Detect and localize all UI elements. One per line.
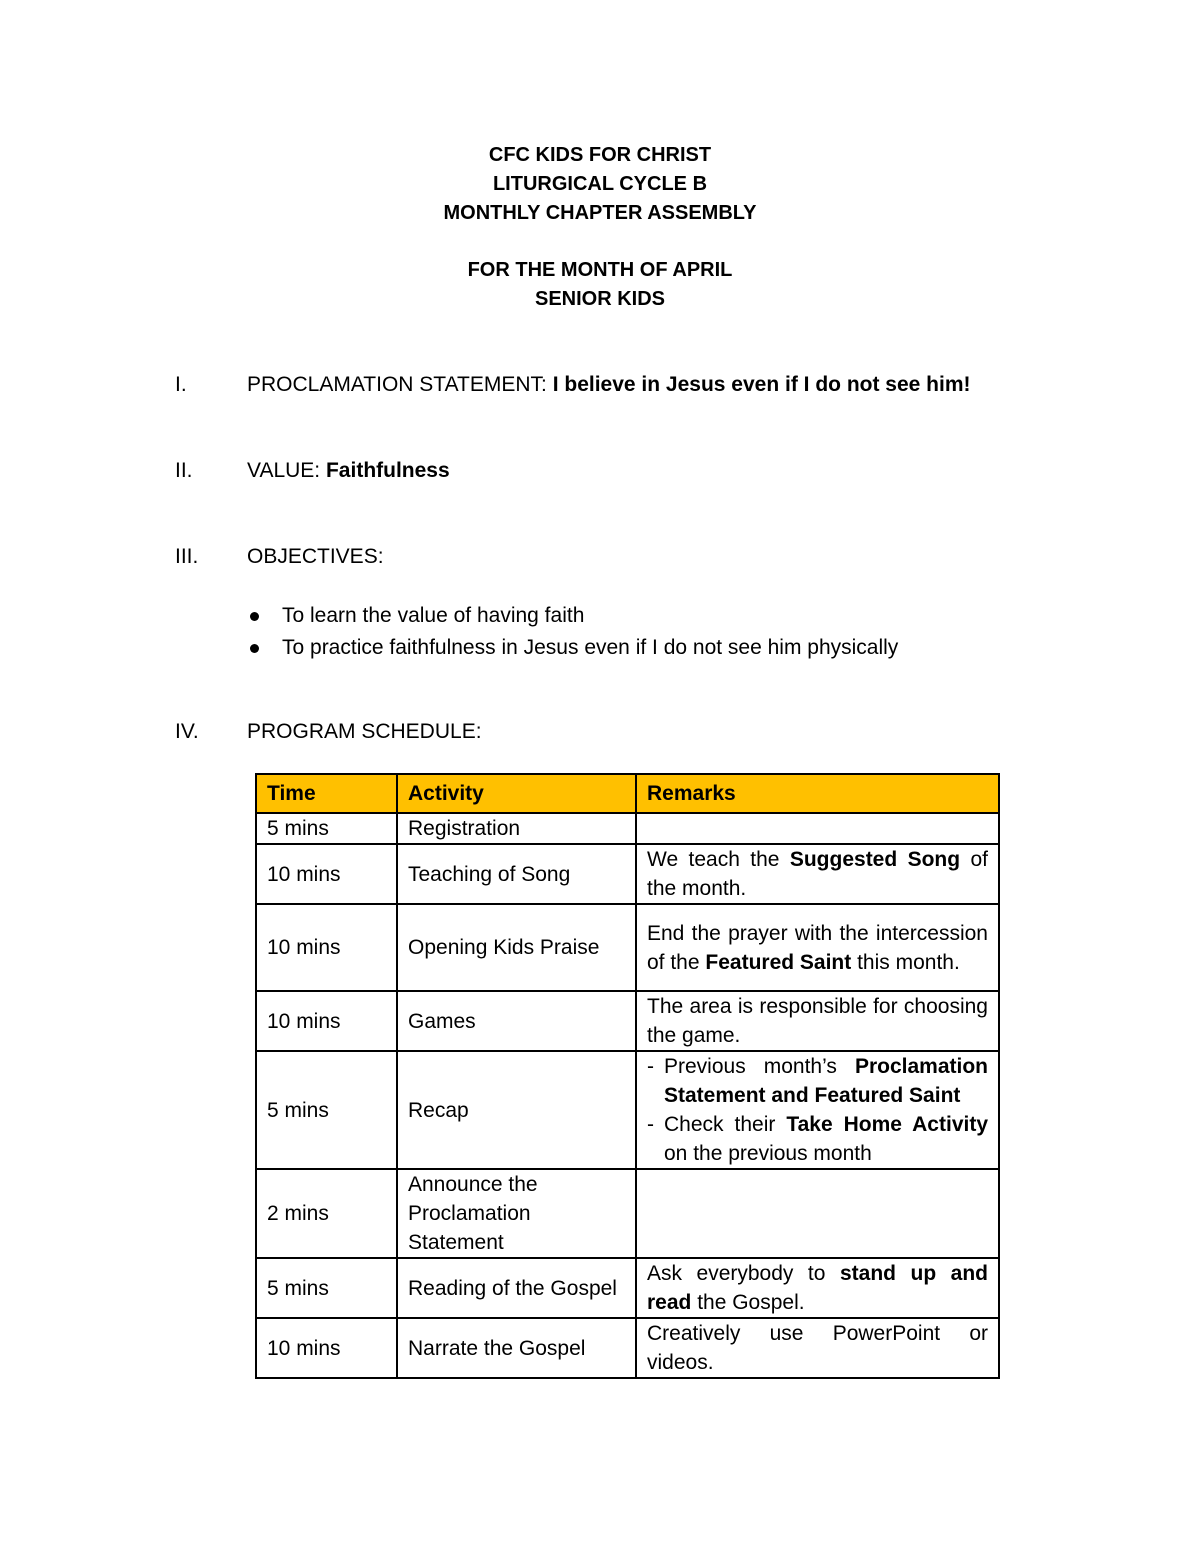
value-text: Faithfulness bbox=[325, 459, 450, 482]
column-header-time: Time bbox=[256, 774, 397, 813]
list-item: To practice faithfulness in Jesus even if I do not see him physically bbox=[245, 632, 1045, 664]
list-item: To learn the value of having faith bbox=[245, 600, 1045, 632]
section-schedule bbox=[175, 717, 1075, 747]
section-label: OBJECTIVES: bbox=[247, 545, 384, 568]
cell-activity: Recap bbox=[397, 1051, 636, 1169]
cell-time: 10 mins bbox=[256, 904, 397, 991]
cell-remarks bbox=[636, 813, 999, 844]
header-organization: CFC KIDS FOR CHRIST bbox=[488, 144, 712, 166]
cell-remarks: The area is responsible for choosing the game. bbox=[636, 991, 999, 1051]
column-header-remarks: Remarks bbox=[636, 774, 999, 813]
cell-activity: Reading of the Gospel bbox=[397, 1258, 636, 1318]
table-row bbox=[256, 844, 999, 904]
cell-time: 2 mins bbox=[256, 1169, 397, 1258]
cell-remarks: Ask everybody to stand up and read the Gospel. bbox=[636, 1258, 999, 1318]
section-number: I. bbox=[175, 373, 187, 396]
cell-activity: Opening Kids Praise bbox=[397, 904, 636, 991]
list-item: - Check their Take Home Activity on the previous month bbox=[647, 1113, 989, 1165]
header-assembly: MONTHLY CHAPTER ASSEMBLY bbox=[443, 202, 757, 224]
header-audience: SENIOR KIDS bbox=[534, 288, 666, 310]
section-objectives bbox=[175, 542, 1075, 572]
table-row bbox=[256, 991, 999, 1051]
list-item: - Previous month’s Proclamation Statement and Featured Saint bbox=[647, 1055, 988, 1107]
cell-remarks: Creatively use PowerPoint or videos. bbox=[636, 1318, 999, 1378]
document-header bbox=[0, 141, 1200, 314]
section-number: II. bbox=[175, 459, 193, 482]
section-label: PROCLAMATION STATEMENT: bbox=[247, 373, 553, 396]
cell-time: 5 mins bbox=[256, 1051, 397, 1169]
section-number: III. bbox=[175, 545, 199, 568]
bullet-icon bbox=[250, 612, 259, 621]
cell-activity: Teaching of Song bbox=[397, 844, 636, 904]
cell-remarks bbox=[636, 1169, 999, 1258]
table-row bbox=[256, 813, 999, 844]
cell-time: 5 mins bbox=[256, 1258, 397, 1318]
cell-time: 10 mins bbox=[256, 1318, 397, 1378]
objectives-list bbox=[245, 600, 1045, 664]
table-row bbox=[256, 1169, 999, 1258]
cell-activity: Announce the Proclamation Statement bbox=[397, 1169, 636, 1258]
cell-time: 10 mins bbox=[256, 991, 397, 1051]
section-value bbox=[175, 456, 1075, 486]
table-row bbox=[256, 1051, 999, 1169]
cell-remarks: We teach the Suggested Song of the month. bbox=[636, 844, 999, 904]
table-row bbox=[256, 1318, 999, 1378]
cell-remarks: End the prayer with the intercession of the Featured Saint this month. bbox=[636, 904, 999, 991]
column-header-activity: Activity bbox=[397, 774, 636, 813]
section-label: PROGRAM SCHEDULE: bbox=[247, 720, 482, 743]
cell-activity: Registration bbox=[397, 813, 636, 844]
table-row bbox=[256, 904, 999, 991]
cell-activity: Narrate the Gospel bbox=[397, 1318, 636, 1378]
header-month: FOR THE MONTH OF APRIL bbox=[467, 259, 733, 281]
program-schedule-table bbox=[255, 773, 1000, 1379]
section-proclamation bbox=[175, 370, 1075, 400]
cell-activity: Games bbox=[397, 991, 636, 1051]
cell-time: 10 mins bbox=[256, 844, 397, 904]
proclamation-statement: I believe in Jesus even if I do not see him! bbox=[552, 373, 971, 396]
bullet-icon bbox=[250, 644, 259, 653]
cell-remarks bbox=[636, 1051, 999, 1169]
section-number: IV. bbox=[175, 720, 199, 743]
table-header-row bbox=[256, 774, 999, 813]
table-row bbox=[256, 1258, 999, 1318]
section-label: VALUE: bbox=[247, 459, 326, 482]
cell-time: 5 mins bbox=[256, 813, 397, 844]
header-cycle: LITURGICAL CYCLE B bbox=[492, 173, 708, 195]
